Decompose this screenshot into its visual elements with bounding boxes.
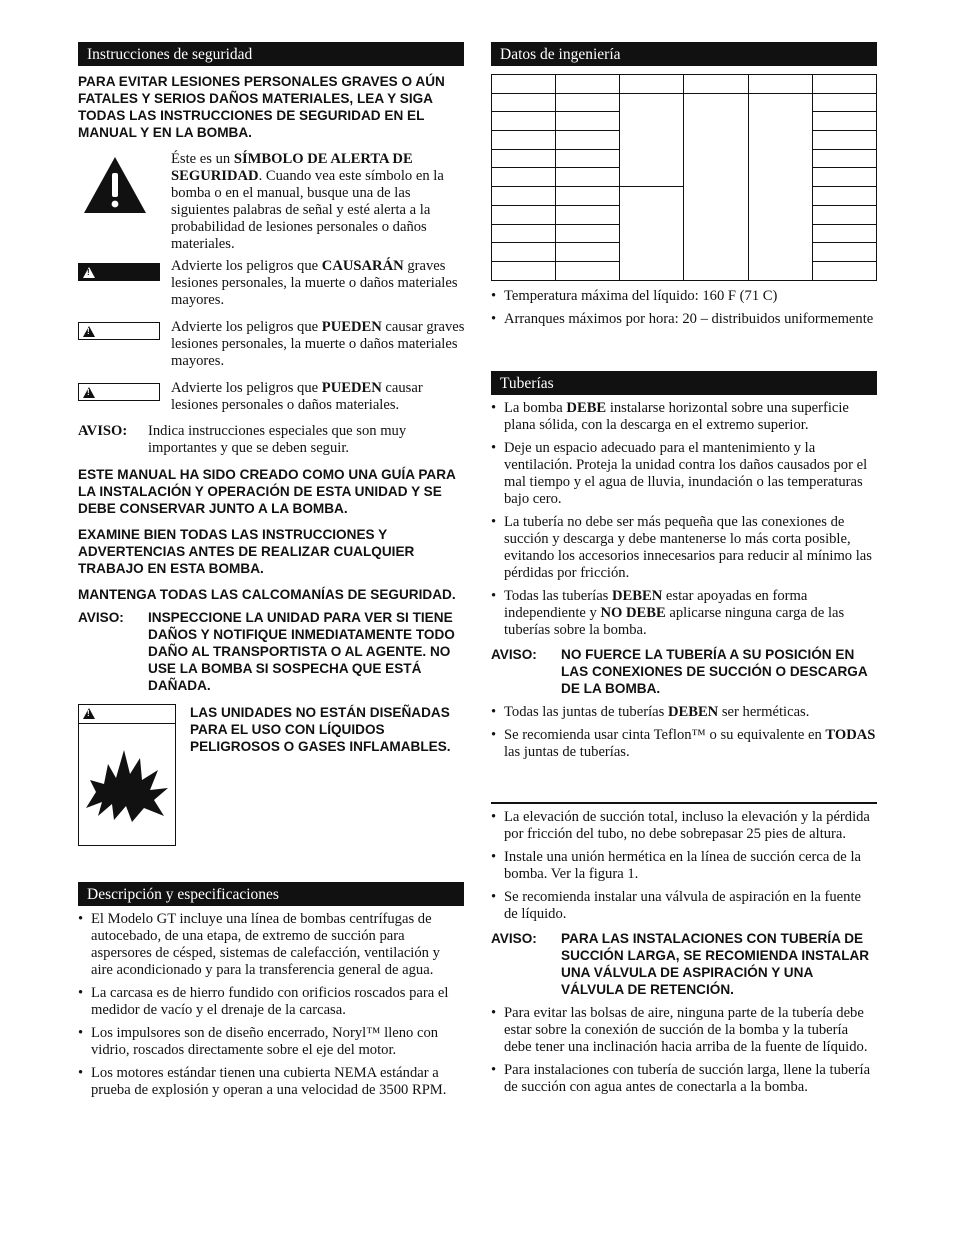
list-item: • Los impulsores son de diseño encerrado, Noryl™ lleno con vidrio, roscados directamente sobre el eje del motor. [78,1025,464,1059]
section-divider [491,802,877,804]
aviso-label: AVISO: [491,931,537,946]
table-cell [492,205,556,224]
table-cell [492,168,556,187]
decals-note: MANTENGA TODAS LAS CALCOMANÍAS DE SEGURIDAD. [78,587,456,602]
table-cell [556,187,620,206]
section-header-engineering: Datos de ingeniería [491,42,877,66]
aviso-text: Indica instrucciones especiales que son muy importantes y que se deben seguir. [148,423,407,456]
table-cell [812,243,876,262]
alert-symbol-block [78,151,464,252]
table-cell [812,149,876,168]
table-cell [556,168,620,187]
aviso-text: INSPECCIONE LA UNIDAD PARA VER SI TIENE DAÑOS Y NOTIFIQUE INMEDIATAMENTE TODO DAÑO AL TRANSPORTISTA O AL AGENTE. NO USE LA BOMBA SI SOSPECHA QUE ESTÁ DAÑADA. [148,610,455,693]
table-cell [812,75,876,94]
table-cell [556,224,620,243]
table-cell [812,224,876,243]
table-cell [556,261,620,280]
table-cell [812,112,876,131]
left-column [78,42,464,1099]
table-cell [620,75,684,94]
right-column [491,42,877,1202]
aviso-text: PARA LAS INSTALACIONES CON TUBERÍA DE SUCCIÓN LARGA, SE RECOMIENDA INSTALAR UNA VÁLVULA DE ASPIRACIÓN Y UNA VÁLVULA DE RETENCIÓN. [561,931,870,997]
table-cell [492,261,556,280]
list-item: • Instale una unión hermética en la línea de succión cerca de la bomba. Ver la figura 1. [491,849,877,883]
table-cell [556,149,620,168]
table-cell [556,205,620,224]
manual-note: ESTE MANUAL HA SIDO CREADO COMO UNA GUÍA PARA LA INSTALACIÓN Y OPERACIÓN DE ESTA UNIDAD Y SE DEBE CONSERVAR JUNTO A LA BOMBA. [78,467,456,516]
table-cell [812,93,876,112]
aviso-inspect [78,609,464,694]
explosion-warning-text: LAS UNIDADES NO ESTÁN DISEÑADAS PARA EL USO CON LÍQUIDOS PELIGROSOS O GASES INFLAMABLES. [190,705,451,754]
table-cell [556,131,620,150]
explosion-hazard-label [78,704,176,846]
signal-warning-text: Advierte los peligros que PUEDEN causar graves lesiones personales, la muerte o daños materiales mayores. [171,319,465,369]
list-item: • La elevación de succión total, incluso la elevación y la pérdida por fricción del tubo, no debe sobrepasar 25 pies de altura. [491,809,877,843]
table-cell [812,168,876,187]
description-list [78,911,464,1099]
signal-danger-text: Advierte los peligros que CAUSARÁN graves lesiones personales, la muerte o daños materiales mayores. [171,258,458,308]
list-item: • Temperatura máxima del líquido: 160 F (71 C) [491,288,877,305]
examine-note: EXAMINE BIEN TODAS LAS INSTRUCCIONES Y ADVERTENCIAS ANTES DE REALIZAR CUALQUIER TRABAJO EN ESTA BOMBA. [78,527,415,576]
table-cell [556,75,620,94]
table-cell [492,187,556,206]
list-item: • Se recomienda usar cinta Teflon™ o su equivalente en TODAS las juntas de tuberías. [491,727,877,761]
piping-list [491,400,877,639]
signal-warning [78,319,464,372]
table-cell [492,149,556,168]
piping-section [491,371,877,761]
list-item: • La carcasa es de hierro fundido con orificios roscados para el medidor de vacío y el drenaje de la carcasa. [78,985,464,1019]
piping-list-2 [491,704,877,761]
aviso-special-instructions [78,423,464,457]
aviso-label: AVISO: [78,423,128,439]
aviso-suction [491,930,877,998]
table-cell [684,75,748,94]
section-header-piping: Tuberías [491,371,877,395]
caution-label-box [78,383,160,401]
table-cell [684,93,748,280]
table-cell [492,112,556,131]
warning-triangle-icon [83,708,95,719]
warning-label-strip [79,705,175,724]
table-cell [812,187,876,206]
list-item: • Todas las tuberías DEBEN estar apoyadas en forma independiente y NO DEBE aplicarse ninguna carga de las tuberías sobre la bomba. [491,588,877,639]
table-cell [492,75,556,94]
table-cell [812,261,876,280]
suction-list [491,809,877,923]
explosion-icon [80,730,176,830]
danger-label-box [78,263,160,281]
aviso-piping [491,646,877,697]
warning-triangle-icon [83,267,95,278]
signal-caution-text: Advierte los peligros que PUEDEN causar lesiones personales o daños materiales. [171,380,423,413]
table-cell [812,131,876,150]
list-item: • Se recomienda instalar una válvula de aspiración en la fuente de líquido. [491,889,877,923]
list-item: • Arranques máximos por hora: 20 – distribuidos uniformemente [491,311,877,328]
table-cell [492,131,556,150]
table-cell [748,75,812,94]
list-item: • Para instalaciones con tubería de succión larga, llene la tubería de succión con agua antes de conectarla a la bomba. [491,1062,877,1096]
aviso-label: AVISO: [78,610,124,625]
list-item: • Deje un espacio adecuado para el mantenimiento y la ventilación. Proteja la unidad contra los daños causados por el mal tiempo y el agua de lluvia, inundación o las temperaturas bajo cero. [491,440,877,508]
section-header-safety: Instrucciones de seguridad [78,42,464,66]
table-cell [492,93,556,112]
table-cell [620,93,684,186]
list-item: • La tubería no debe ser más pequeña que las conexiones de succión y descarga y debe mantenerse lo más corta posible, evitando los accesorios innecesarios para reducir al mínimo las pérdidas por fricción. [491,514,877,582]
explosion-warning-block [78,704,464,854]
list-item: • Para evitar las bolsas de aire, ninguna parte de la tubería debe estar sobre la conexión de succión de la bomba y la tubería debe tener una inclinación hacia arriba de la fuente de líquido. [491,1005,877,1056]
list-item: • Todas las juntas de tuberías DEBEN ser herméticas. [491,704,877,721]
table-cell [492,243,556,262]
engineering-data-table [491,74,877,281]
table-cell [556,93,620,112]
table-cell [556,243,620,262]
list-item: • La bomba DEBE instalarse horizontal sobre una superficie plana sólida, con la descarga en el extremo superior. [491,400,877,434]
engineering-notes [491,288,877,328]
warning-label-box [78,322,160,340]
intro-warning: PARA EVITAR LESIONES PERSONALES GRAVES O AÚN FATALES Y SERIOS DAÑOS MATERIALES, LEA Y SIGA TODAS LAS INSTRUCCIONES DE SEGURIDAD EN EL MANUAL Y EN LA BOMBA. [78,74,445,140]
section-header-description: Descripción y especificaciones [78,882,464,906]
list-item: • El Modelo GT incluye una línea de bombas centrífugas de autocebado, de una etapa, de extremo de succión para aspersores de césped, sistemas de calefacción, ventilación y aire acondicionado y para la transferencia general de agua. [78,911,464,979]
alert-symbol-text: Éste es un SÍMBOLO DE ALERTA DE SEGURIDAD. Cuando vea este símbolo en la bomba o en el manual, busque una de las siguientes palabras de señal y esté alerta a la probabilidad de lesiones personales o daños materiales. [171,151,444,252]
warning-triangle-icon [83,387,95,398]
table-cell [556,112,620,131]
safety-alert-triangle-icon [82,155,148,215]
table-cell [620,187,684,280]
aviso-text: NO FUERCE LA TUBERÍA A SU POSICIÓN EN LAS CONEXIONES DE SUCCIÓN O DESCARGA DE LA BOMBA. [561,647,868,696]
list-item: • Los motores estándar tienen una cubierta NEMA estándar a prueba de explosión y operan a una velocidad de 3500 RPM. [78,1065,464,1099]
signal-danger [78,258,464,311]
warning-triangle-icon [83,326,95,337]
aviso-label: AVISO: [491,647,537,662]
table-cell [812,205,876,224]
suction-section [491,809,877,1096]
signal-caution [78,380,464,416]
table-cell [492,224,556,243]
table-cell [748,93,812,280]
suction-list-2 [491,1005,877,1096]
